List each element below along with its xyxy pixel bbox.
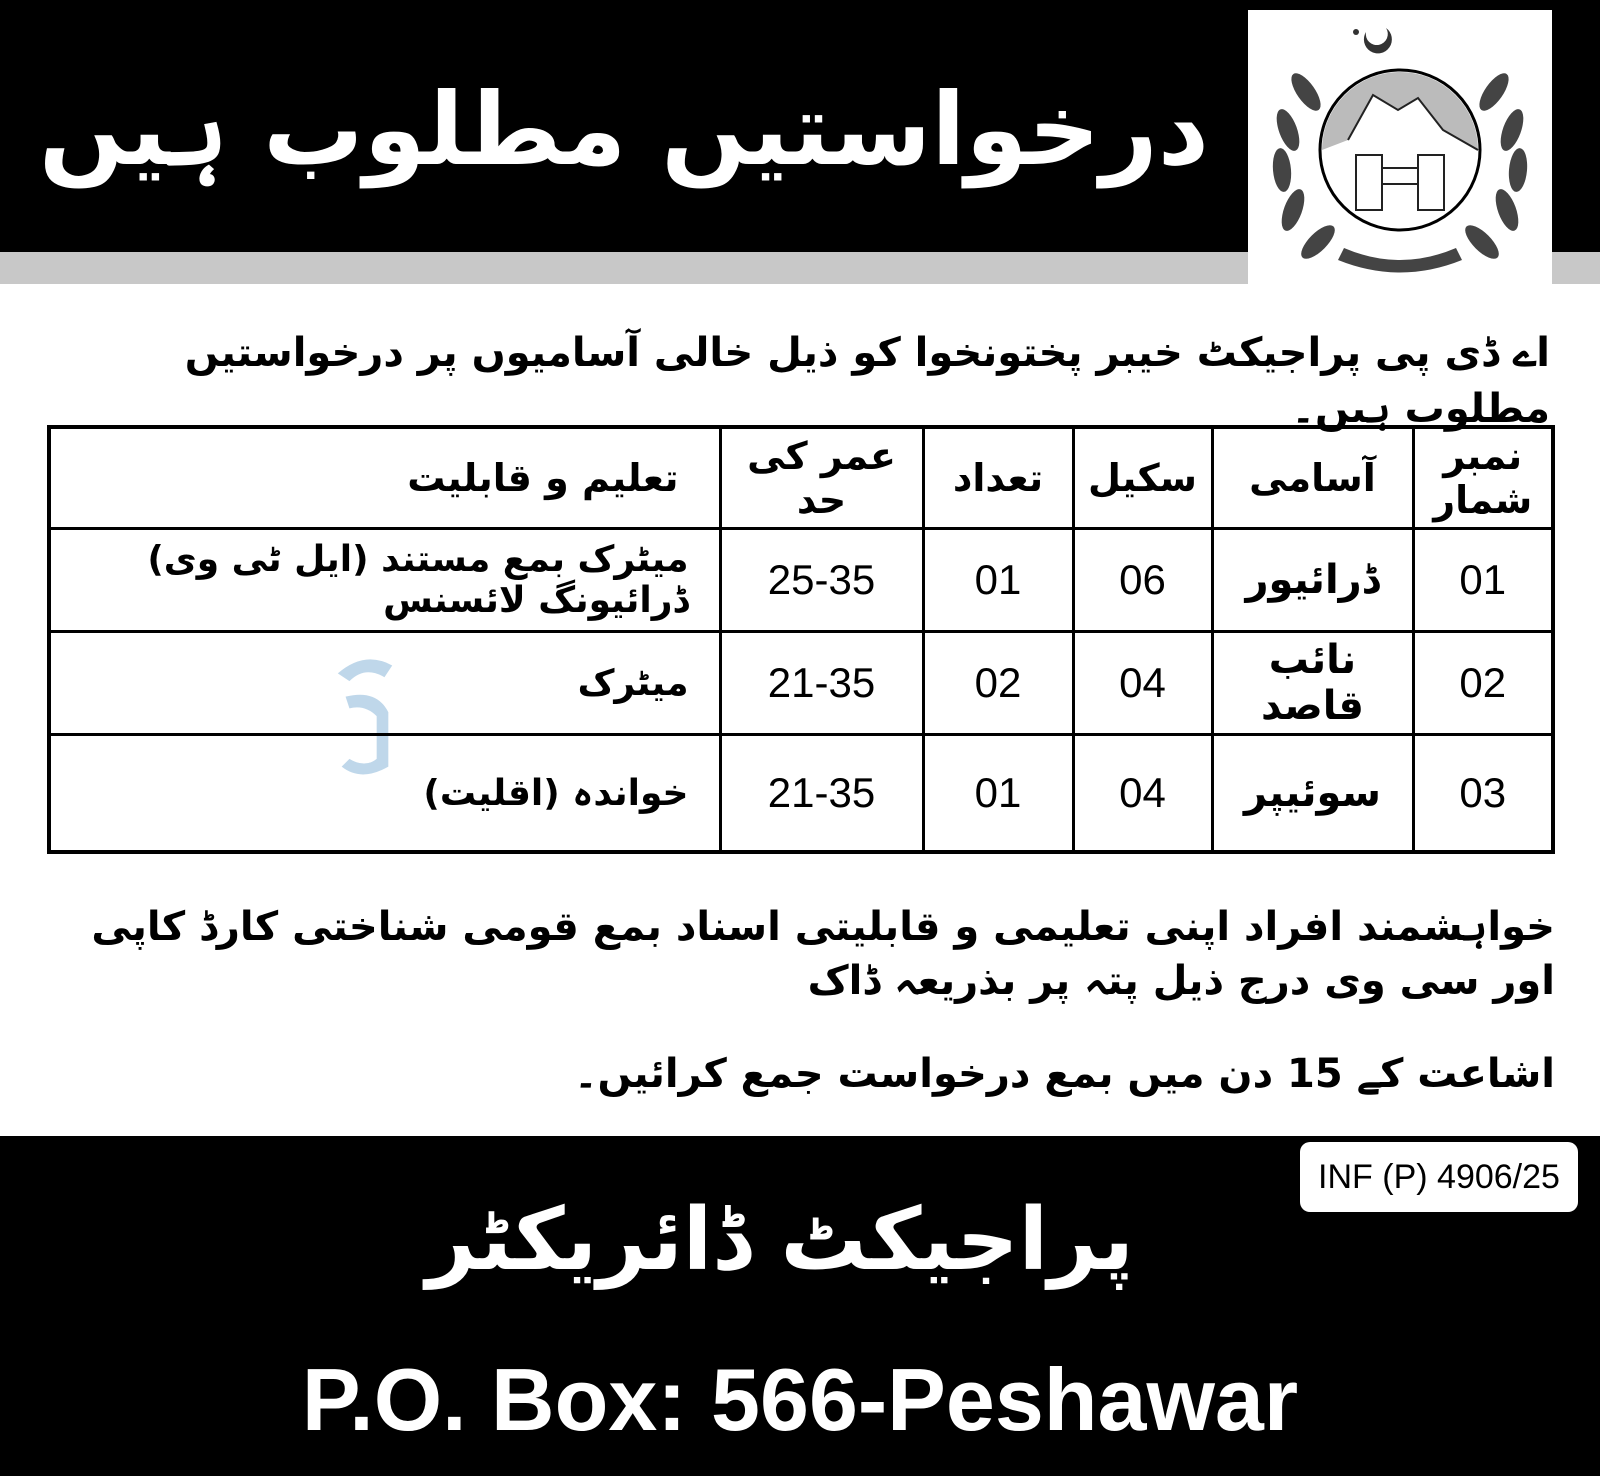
table-header-row [49,427,1553,529]
cell-post: سوئیپر [1212,735,1413,853]
cell-post: نائب قاصد [1212,632,1413,735]
cell-serial: 02 [1413,632,1553,735]
cell-serial: 03 [1413,735,1553,853]
instructions-line-1: خواہشمند افراد اپنی تعلیمی و قابلیتی اسناد بمع قومی شناختی کارڈ کاپی اور سی وی درج ذیل پتہ پر بذریعہ ڈاک [91,903,1555,1004]
header-age: عمر کی حد [720,427,923,529]
table-row [49,735,1553,853]
table-row [49,529,1553,632]
cell-age: 25-35 [720,529,923,632]
cell-scale: 04 [1073,735,1212,853]
header-count: تعداد [923,427,1073,529]
cell-serial: 01 [1413,529,1553,632]
header-serial: نمبر شمار [1413,427,1553,529]
header-post: آسامی [1212,427,1413,529]
cell-count: 02 [923,632,1073,735]
cell-count: 01 [923,735,1073,853]
cell-count: 01 [923,529,1073,632]
signatory-title: پراجیکٹ ڈائریکٹر [426,1190,1134,1290]
cell-age: 21-35 [720,632,923,735]
cell-scale: 06 [1073,529,1212,632]
cell-qualification: میٹرک بمع مستند (ایل ٹی وی) ڈرائیونگ لائسنس [49,529,720,632]
cell-scale: 04 [1073,632,1212,735]
kp-government-logo [1248,10,1552,286]
table-row [49,632,1553,735]
postal-address: P.O. Box: 566-Peshawar [301,1350,1299,1449]
emblem-icon [1248,10,1552,286]
cell-post: ڈرائیور [1212,529,1413,632]
cell-qualification: میٹرک [49,632,720,735]
header-scale: سکیل [1073,427,1212,529]
reference-number: INF (P) 4906/25 [1300,1142,1578,1212]
header-qualification: تعلیم و قابلیت [49,427,720,529]
page-title: درخواستیں مطلوب ہیں [38,71,1210,188]
cell-qualification: خواندہ (اقلیت) [49,735,720,853]
intro-text: اے ڈی پی پراجیکٹ خیبر پختونخوا کو ذیل خالی آسامیوں پر درخواستیں مطلوب ہیں۔ [184,330,1550,432]
vacancies-table [47,425,1555,854]
instructions-line-2: اشاعت کے 15 دن میں بمع درخواست جمع کرائیں۔ [574,1050,1555,1097]
cell-age: 21-35 [720,735,923,853]
instructions [40,880,1555,1120]
